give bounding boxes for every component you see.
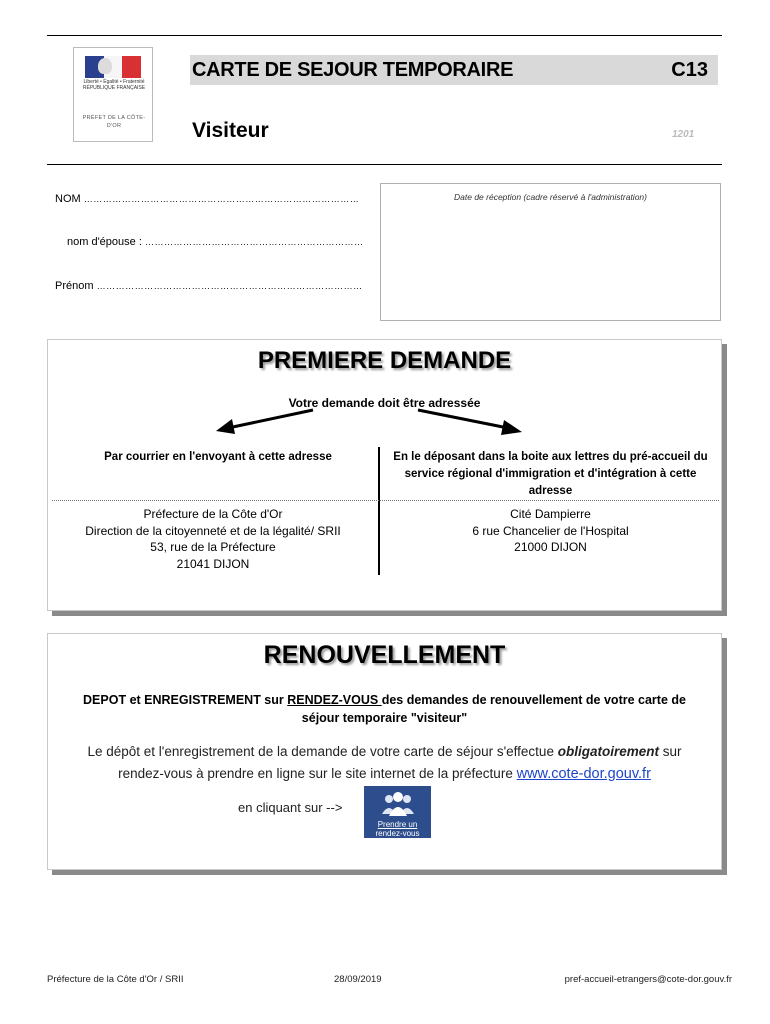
- prenom-label: Prénom: [55, 280, 94, 292]
- page-subtitle: Visiteur: [192, 119, 269, 142]
- rdv-body: [48, 741, 721, 785]
- footer-left: Préfecture de la Côte d'Or / SRII: [47, 974, 184, 985]
- rdv-text-underlined: RENDEZ-VOUS: [287, 693, 382, 707]
- prefecture-website-link[interactable]: www.cote-dor.gouv.fr: [516, 766, 651, 782]
- rdv-button-line2: rendez-vous: [375, 829, 420, 838]
- top-rule: [47, 35, 722, 36]
- rdv-button-line1: Prendre un: [377, 820, 418, 829]
- rdv-instruction: [48, 690, 721, 710]
- right-address-line: Cité Dampierre: [510, 507, 591, 521]
- premiere-demande-section: [47, 339, 722, 611]
- premiere-demande-title: PREMIERE DEMANDE: [257, 347, 512, 374]
- direction-arrows-icon: [208, 398, 528, 438]
- right-address: [388, 506, 713, 556]
- footer-email: pref-accueil-etrangers@cote-dor.gouv.fr: [564, 974, 732, 985]
- logo-motto: Liberté • Égalité • Fraternité RÉPUBLIQUE FRANÇAISE: [82, 79, 146, 91]
- rdv-body-b: sur: [658, 744, 682, 759]
- right-address-line: 6 rue Chancelier de l'Hospital: [472, 523, 629, 538]
- rdv-button-label: [364, 820, 431, 838]
- prefecture-logo: [73, 47, 153, 142]
- left-address-line: 53, rue de la Préfecture: [150, 540, 276, 554]
- prenom-field[interactable]: [55, 280, 363, 292]
- reference-number: 1201: [672, 129, 695, 140]
- reception-label: Date de réception (cadre réservé à l'administration): [454, 192, 647, 202]
- footer-date: 28/09/2019: [334, 974, 382, 985]
- rdv-body-emphasis: obligatoirement: [557, 744, 659, 759]
- form-code: C13: [671, 59, 708, 81]
- logo-prefect-name: PRÉFET DE LA CÔTE-D'OR: [82, 115, 146, 129]
- right-address-line: 21000 DIJON: [514, 540, 587, 554]
- marianne-flag-icon: [85, 56, 141, 78]
- header-rule: [47, 164, 722, 165]
- nom-label: NOM: [55, 193, 81, 205]
- column-divider: [378, 447, 380, 575]
- depot-heading: En le déposant dans la boite aux lettres du pré-accueil du service régional d'immigration et d'intégration à cette adresse: [393, 451, 708, 497]
- epouse-dots: ……………………………………………………………: [144, 237, 364, 247]
- left-address-line: Direction de la citoyenneté et de la légalité/ SRII: [85, 523, 341, 538]
- dotted-divider: [52, 500, 719, 501]
- rdv-body-c: rendez-vous à prendre en ligne sur le site internet de la préfecture: [118, 766, 517, 781]
- epouse-field[interactable]: [67, 236, 363, 248]
- rdv-instruction-line2: séjour temporaire "visiteur": [301, 711, 468, 725]
- premiere-intro: Votre demande doit être adressée: [288, 396, 481, 410]
- prenom-dots: …………………………………………………………………………: [96, 281, 363, 291]
- left-address-line: 21041 DIJON: [176, 556, 250, 571]
- rdv-body-a: Le dépôt et l'enregistrement de la demande de votre carte de séjour s'effectue: [87, 744, 558, 759]
- courrier-heading: Par courrier en l'envoyant à cette adresse: [104, 451, 332, 463]
- marianne-profile-icon: [98, 58, 112, 74]
- reception-date-box: [380, 183, 721, 321]
- click-instruction: en cliquant sur -->: [238, 800, 343, 815]
- renouvellement-section: [47, 633, 722, 870]
- epouse-label: nom d'épouse :: [67, 236, 142, 248]
- left-address: [58, 506, 368, 572]
- nom-dots: ……………………………………………………………………………: [83, 194, 360, 204]
- rdv-text-b: des demandes de renouvellement de votre carte de: [381, 693, 686, 707]
- left-address-line: Préfecture de la Côte d'Or: [143, 507, 283, 521]
- prendre-rendez-vous-button[interactable]: [364, 786, 431, 838]
- rdv-text-a: DEPOT et ENREGISTREMENT sur: [83, 693, 288, 707]
- page-title: CARTE DE SEJOUR TEMPORAIRE: [192, 59, 514, 81]
- people-icon: [381, 790, 415, 818]
- renouvellement-title: RENOUVELLEMENT: [263, 641, 506, 669]
- nom-field[interactable]: [55, 193, 359, 205]
